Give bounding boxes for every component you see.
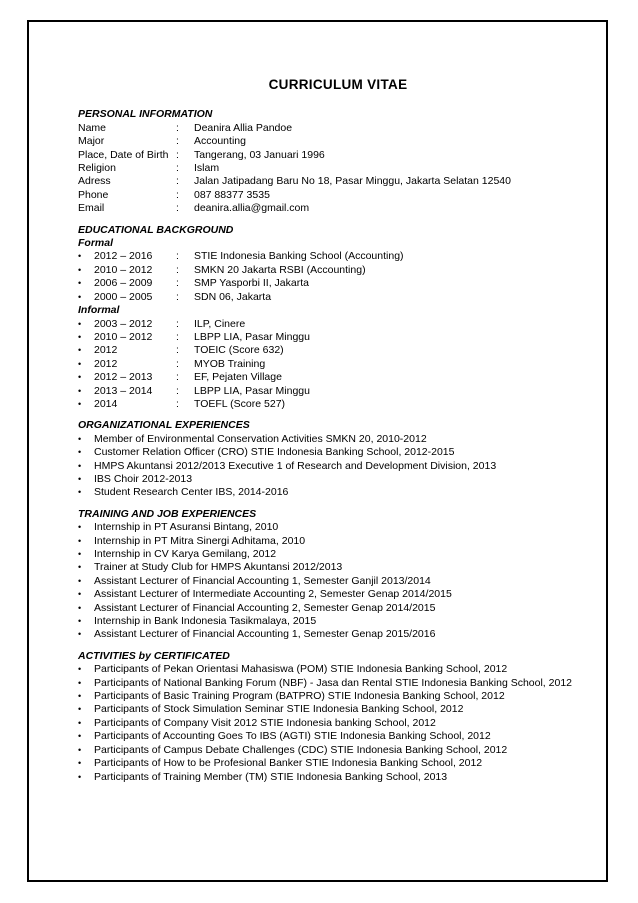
list-item — [78, 385, 578, 398]
bullet-icon: • — [78, 602, 82, 613]
list-item — [78, 358, 578, 371]
colon-separator: : — [176, 397, 179, 410]
bullet-icon: • — [78, 522, 82, 533]
education-institution: ILP, Cinere — [194, 317, 246, 330]
field-value: 087 88377 3535 — [194, 188, 270, 201]
colon-separator: : — [176, 148, 179, 161]
colon-separator: : — [176, 277, 179, 290]
list-item — [78, 486, 578, 499]
list-item — [78, 757, 578, 770]
education-institution: LBPP LIA, Pasar Minggu — [194, 384, 310, 397]
organizational-heading: ORGANIZATIONAL EXPERIENCES — [78, 419, 250, 432]
education-years: 2012 – 2013 — [94, 371, 153, 384]
training-heading: TRAINING AND JOB EXPERIENCES — [78, 507, 257, 520]
field-label: Major — [78, 135, 105, 148]
field-value: Islam — [194, 162, 220, 175]
education-institution: SMP Yasporbi II, Jakarta — [194, 277, 309, 290]
list-item — [78, 433, 578, 446]
field-label: Phone — [78, 188, 109, 201]
education-years: 2014 — [94, 397, 118, 410]
education-years: 2013 – 2014 — [94, 384, 153, 397]
list-item — [78, 575, 578, 588]
list-item-text: Participants of Basic Training Program (BATPRO) STIE Indonesia Banking School, 2012 — [94, 690, 505, 703]
colon-separator: : — [176, 188, 179, 201]
list-item-text: Assistant Lecturer of Financial Accounting 2, Semester Genap 2014/2015 — [94, 601, 436, 614]
bullet-icon: • — [78, 251, 82, 262]
field-label: Religion — [78, 162, 116, 175]
bullet-icon: • — [78, 385, 82, 396]
list-item-text: Participants of Campus Debate Challenges (CDC) STIE Indonesia Banking School, 2012 — [94, 743, 508, 756]
education-years: 2003 – 2012 — [94, 317, 153, 330]
education-years: 2010 – 2012 — [94, 330, 153, 343]
list-item — [78, 703, 578, 716]
bullet-icon: • — [78, 691, 82, 702]
education-institution: STIE Indonesia Banking School (Accounting) — [194, 250, 404, 263]
list-item — [78, 663, 578, 676]
activities-list — [78, 663, 578, 784]
colon-separator: : — [176, 330, 179, 343]
field-value: Accounting — [194, 135, 246, 148]
list-item — [78, 264, 578, 277]
colon-separator: : — [176, 175, 179, 188]
personal-info-heading: PERSONAL INFORMATION — [78, 108, 213, 121]
field-value: Deanira Allia Pandoe — [194, 121, 293, 134]
bullet-icon: • — [78, 358, 82, 369]
list-item — [78, 615, 578, 628]
list-item — [78, 277, 578, 290]
list-item — [78, 318, 578, 331]
list-item-text: Member of Environmental Conservation Activities SMKN 20, 2010-2012 — [94, 432, 427, 445]
field-label: Place, Date of Birth — [78, 148, 169, 161]
list-item-text: Participants of Accounting Goes To IBS (AGTI) STIE Indonesia Banking School, 2012 — [94, 730, 491, 743]
list-item-text: Assistant Lecturer of Intermediate Accounting 2, Semester Genap 2014/2015 — [94, 588, 452, 601]
education-institution: SMKN 20 Jakarta RSBI (Accounting) — [194, 263, 366, 276]
education-years: 2012 — [94, 344, 118, 357]
bullet-icon: • — [78, 549, 82, 559]
education-institution: SDN 06, Jakarta — [194, 290, 272, 303]
education-years: 2006 – 2009 — [94, 277, 153, 290]
list-item — [78, 473, 578, 486]
colon-separator: : — [176, 202, 179, 215]
personal-row-major — [78, 135, 578, 148]
colon-separator: : — [176, 290, 179, 303]
field-value: deanira.allia@gmail.com — [194, 202, 310, 215]
list-item-text: Internship in Bank Indonesia Tasikmalaya, 2015 — [94, 615, 317, 628]
education-institution: LBPP LIA, Pasar Minggu — [194, 330, 310, 343]
bullet-icon: • — [78, 664, 82, 675]
list-item — [78, 250, 578, 263]
colon-separator: : — [176, 317, 179, 330]
field-label: Name — [78, 121, 107, 134]
list-item-text: Assistant Lecturer of Financial Accounting 1, Semester Ganjil 2013/2014 — [94, 574, 431, 587]
informal-education-list — [78, 318, 578, 412]
education-institution: TOEIC (Score 632) — [194, 344, 284, 357]
colon-separator: : — [176, 357, 179, 370]
list-item — [78, 398, 578, 411]
colon-separator: : — [176, 344, 179, 357]
section-gap — [78, 500, 578, 508]
bullet-icon: • — [78, 460, 82, 471]
list-item — [78, 446, 578, 459]
list-item-text: Participants of Stock Simulation Seminar STIE Indonesia Banking School, 2012 — [94, 703, 464, 716]
document-title: CURRICULUM VITAE — [268, 77, 408, 92]
list-item — [78, 730, 578, 743]
section-gap — [78, 411, 578, 419]
education-years: 2010 – 2012 — [94, 263, 153, 276]
bullet-icon: • — [78, 398, 82, 409]
activities-heading: ACTIVITIES by CERTIFICATED — [78, 649, 230, 662]
bullet-icon: • — [78, 744, 82, 755]
list-item-text: HMPS Akuntansi 2012/2013 Executive 1 of Research and Development Division, 2013 — [94, 459, 497, 472]
list-item — [78, 291, 578, 304]
personal-row-name — [78, 122, 578, 135]
bullet-icon: • — [78, 704, 82, 715]
bullet-icon: • — [78, 771, 82, 782]
list-item-text: Participants of Company Visit 2012 STIE Indonesia banking School, 2012 — [94, 716, 436, 729]
personal-row-phone — [78, 189, 578, 202]
training-list — [78, 521, 578, 642]
list-item-text: Student Research Center IBS, 2014-2016 — [94, 486, 289, 499]
list-item-text: IBS Choir 2012-2013 — [94, 472, 193, 485]
list-item-text: Internship in PT Asuransi Bintang, 2010 — [94, 521, 279, 534]
list-item — [78, 588, 578, 601]
cv-document — [78, 78, 578, 784]
personal-row-address — [78, 175, 578, 188]
bullet-icon: • — [78, 372, 82, 383]
informal-subheading: Informal — [78, 304, 120, 317]
education-years: 2000 – 2005 — [94, 290, 153, 303]
bullet-icon: • — [78, 433, 82, 444]
education-heading: EDUCATIONAL BACKGROUND — [78, 223, 234, 236]
colon-separator: : — [176, 121, 179, 134]
list-item — [78, 561, 578, 574]
personal-row-email — [78, 202, 578, 215]
list-item-text: Assistant Lecturer of Financial Accounting 1, Semester Genap 2015/2016 — [94, 628, 436, 641]
list-item — [78, 690, 578, 703]
bullet-icon: • — [78, 589, 82, 600]
field-value: Tangerang, 03 Januari 1996 — [194, 148, 325, 161]
bullet-icon: • — [78, 717, 82, 728]
list-item — [78, 602, 578, 615]
bullet-icon: • — [78, 562, 82, 573]
education-institution: TOEFL (Score 527) — [194, 397, 286, 410]
bullet-icon: • — [78, 318, 82, 329]
field-label: Email — [78, 202, 105, 215]
section-gap — [78, 642, 578, 650]
list-item-text: Participants of National Banking Forum (NBF) - Jasa dan Rental STIE Indonesia Banking School, 2012 — [94, 676, 573, 689]
bullet-icon: • — [78, 447, 82, 458]
education-institution: EF, Pejaten Village — [194, 371, 282, 384]
bullet-icon: • — [78, 264, 82, 275]
list-item — [78, 717, 578, 730]
list-item — [78, 771, 578, 784]
colon-separator: : — [176, 250, 179, 263]
bullet-icon: • — [78, 677, 82, 688]
section-gap — [78, 216, 578, 224]
organizational-list — [78, 433, 578, 500]
list-item-text: Participants of How to be Profesional Banker STIE Indonesia Banking School, 2012 — [94, 757, 483, 770]
bullet-icon: • — [78, 575, 82, 586]
bullet-icon: • — [78, 629, 82, 640]
formal-subheading: Formal — [78, 237, 114, 250]
bullet-icon: • — [78, 731, 82, 742]
bullet-icon: • — [78, 291, 82, 302]
list-item — [78, 744, 578, 757]
field-label: Adress — [78, 175, 111, 188]
bullet-icon: • — [78, 278, 82, 289]
list-item-text: Internship in PT Mitra Sinergi Adhitama, 2010 — [94, 534, 306, 547]
bullet-icon: • — [78, 331, 82, 342]
list-item — [78, 331, 578, 344]
bullet-icon: • — [78, 758, 82, 769]
list-item-text: Internship in CV Karya Gemilang, 2012 — [94, 548, 277, 560]
list-item — [78, 677, 578, 690]
list-item-text: Participants of Training Member (TM) STIE Indonesia Banking School, 2013 — [94, 770, 448, 783]
list-item — [78, 535, 578, 548]
colon-separator: : — [176, 384, 179, 397]
colon-separator: : — [176, 135, 179, 148]
education-years: 2012 — [94, 357, 118, 370]
colon-separator: : — [176, 371, 179, 384]
list-item — [78, 548, 578, 561]
list-item — [78, 521, 578, 534]
colon-separator: : — [176, 263, 179, 276]
field-value: Jalan Jatipadang Baru No 18, Pasar Minggu, Jakarta Selatan 12540 — [194, 175, 511, 188]
bullet-icon: • — [78, 487, 82, 498]
list-item-text: Participants of Pekan Orientasi Mahasiswa (POM) STIE Indonesia Banking School, 2012 — [94, 663, 508, 676]
bullet-icon: • — [78, 535, 82, 546]
personal-info-list — [78, 122, 578, 216]
list-item — [78, 628, 578, 641]
formal-education-list — [78, 250, 578, 304]
list-item — [78, 344, 578, 357]
bullet-icon: • — [78, 345, 82, 356]
colon-separator: : — [176, 162, 179, 175]
bullet-icon: • — [78, 616, 82, 627]
list-item — [78, 460, 578, 473]
list-item — [78, 371, 578, 384]
education-institution: MYOB Training — [194, 357, 266, 370]
education-years: 2012 – 2016 — [94, 250, 153, 263]
personal-row-birth — [78, 149, 578, 162]
list-item-text: Customer Relation Officer (CRO) STIE Indonesia Banking School, 2012-2015 — [94, 446, 455, 459]
personal-row-religion — [78, 162, 578, 175]
list-item-text: Trainer at Study Club for HMPS Akuntansi 2012/2013 — [94, 561, 343, 574]
bullet-icon: • — [78, 473, 82, 484]
